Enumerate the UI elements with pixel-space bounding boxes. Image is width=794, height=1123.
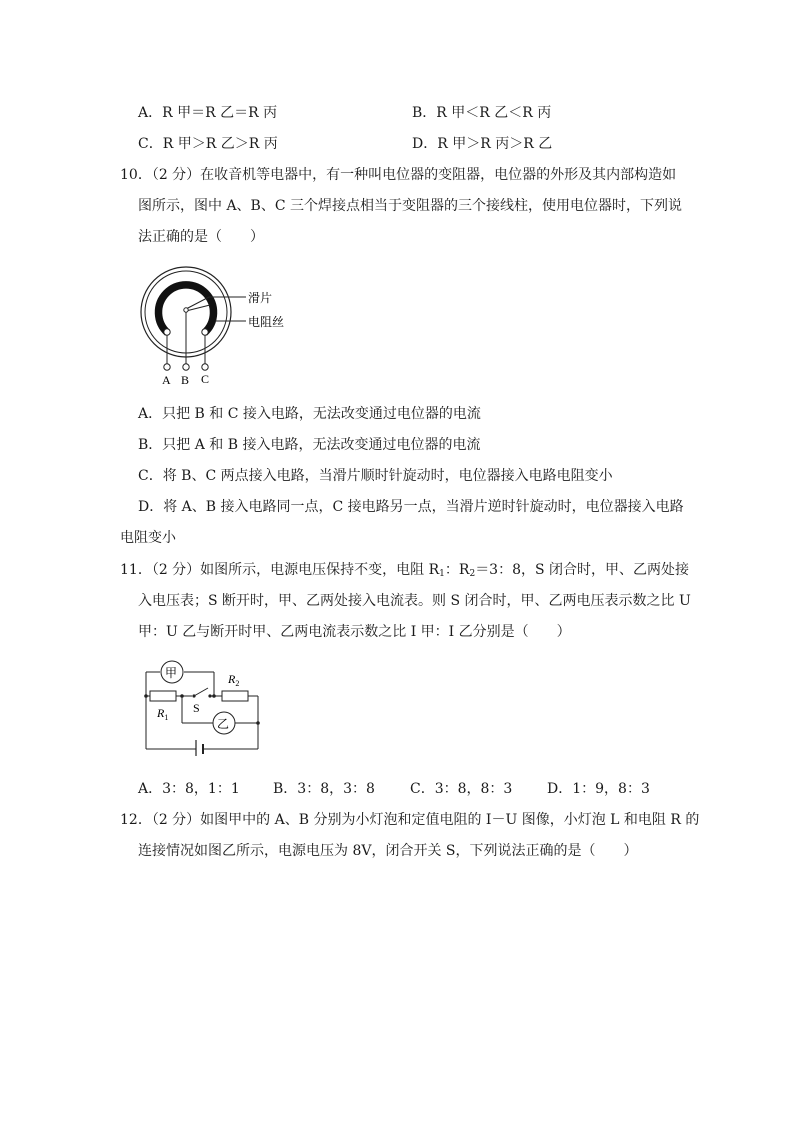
q11-option-a[interactable]: A．3：8，1：1 [138,781,240,797]
r2-label: $R_2$ [228,672,240,688]
terminal-a [164,364,170,370]
q9-option-d[interactable]: D．R 甲＞R 丙＞R 乙 [412,136,553,152]
q10-option-b[interactable]: B．只把 A 和 B 接入电路，无法改变通过电位器的电流 [138,437,481,453]
q12-stem-line2: 连接情况如图乙所示，电源电压为 8V，闭合开关 S，下列说法正确的是（ ） [138,843,638,859]
meter-yi-label: 乙 [217,717,230,731]
junction-left [144,694,148,698]
circuit-figure [138,656,268,756]
terminal-b [183,364,189,370]
slider-arm [186,297,209,309]
q12-stem-line1: 12．（2 分）如图甲中的 A、B 分别为小灯泡和定值电阻的 I－U 图像，小灯泡 L 和电阻 R 的 [120,812,700,828]
slider-pivot [184,308,188,312]
terminal-c-label: C [201,372,210,386]
terminal-c [202,364,208,370]
q10-option-a[interactable]: A．只把 B 和 C 接入电路，无法改变通过电位器的电流 [138,406,481,422]
terminal-a-label: A [162,373,171,387]
q9-option-b[interactable]: B．R 甲＜R 乙＜R 丙 [412,105,552,121]
q11-option-c[interactable]: C．3：8，8：3 [410,781,513,797]
q10-option-d[interactable]: D．将 A、B 接入电路同一点，C 接电路另一点，当滑片逆时针旋动时，电位器接入电路 [138,499,684,515]
q11-option-b[interactable]: B．3：8，3：8 [273,781,375,797]
junction-top [212,694,216,698]
q10-option-c[interactable]: C．将 B、C 两点接入电路，当滑片顺时针旋动时，电位器接入电路电阻变小 [138,468,613,484]
switch-label: S [193,701,200,715]
q9-option-a[interactable]: A．R 甲＝R 乙＝R 丙 [138,105,278,121]
r1-label: $R_1$ [157,706,169,722]
q9-option-c[interactable]: C．R 甲＞R 乙＞R 丙 [138,136,278,152]
wire-label: 电阻丝 [248,315,285,329]
resistor-r2 [222,691,248,701]
q10-stem-line3: 法正确的是（ ） [138,229,264,245]
q11-option-d[interactable]: D．1：9，8：3 [547,781,650,797]
switch-blade[interactable] [194,688,208,696]
q10-stem-line1: 10．（2 分）在收音机等电器中，有一种叫电位器的变阻器，电位器的外形及其内部构造如 [120,167,677,183]
q11-stem-line2: 入电压表；S 断开时，甲、乙两处接入电流表。则 S 闭合时，甲、乙两电压表示数之比 U [138,593,691,609]
potentiometer-figure [138,264,308,388]
slider-arm-2 [186,305,210,311]
slider-label: 滑片 [248,291,273,305]
junction-mid [180,694,184,698]
meter-jia-label: 甲 [165,666,178,680]
terminal-b-label: B [181,373,190,387]
terminal-c-contact [202,329,208,335]
q11-stem-line1: 11．（2 分）如图所示，电源电压保持不变，电阻 $R_1$：$R_2=3$：8，S 闭合时，甲、乙两处接 [120,562,690,579]
q10-stem-line2: 图所示，图中 A、B、C 三个焊接点相当于变阻器的三个接线柱，使用电位器时，下列说 [138,198,683,214]
q11-stem-line3: 甲：U 乙与断开时甲、乙两电流表示数之比 I 甲：I 乙分别是（ ） [138,624,571,640]
terminal-a-contact [164,329,170,335]
resistor-r1 [150,691,176,701]
junction-right [256,721,260,725]
q10-option-d-continued: 电阻变小 [120,530,176,546]
